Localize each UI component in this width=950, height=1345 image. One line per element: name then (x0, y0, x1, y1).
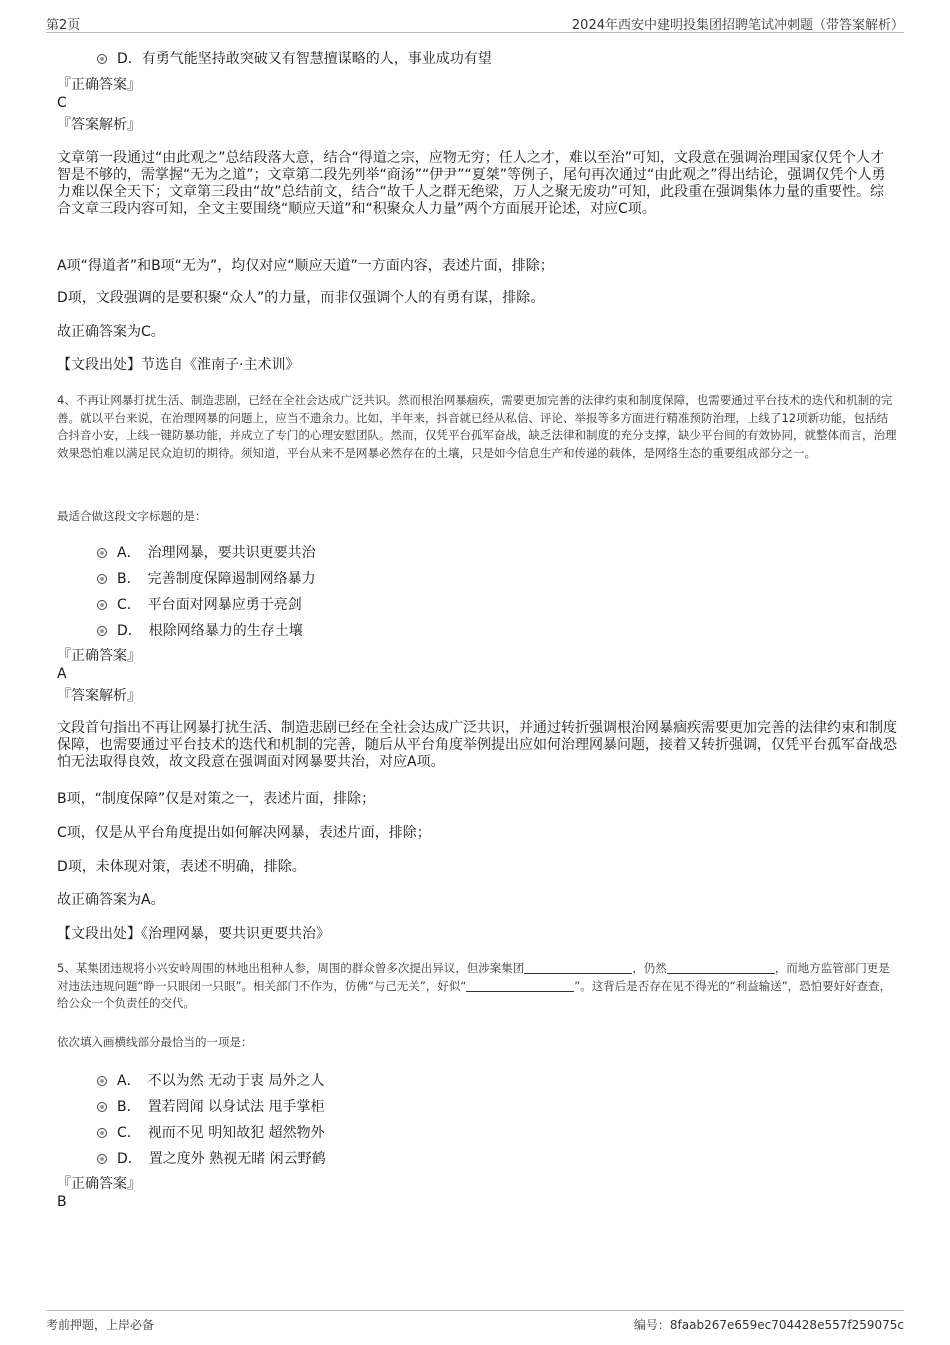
q4-analysis-paragraph: D项，未体现对策，表述不明确，排除。 (57, 859, 306, 875)
radio-icon[interactable] (97, 1154, 107, 1164)
q3-answer-label: 『正确答案』 (57, 77, 141, 93)
q3-answer: C (57, 95, 67, 111)
radio-icon[interactable] (97, 626, 107, 636)
fill-blank (466, 979, 574, 992)
document-title: 2024年西安中建明投集团招聘笔试冲刺题（带答案解析） (571, 18, 904, 33)
radio-icon[interactable] (97, 548, 107, 558)
document-code: 编号：8faab267e659ec704428e557f259075c (633, 1318, 904, 1332)
q4-analysis-label: 『答案解析』 (57, 688, 141, 704)
page-footer (46, 1310, 904, 1333)
q4-option-b[interactable]: B． 完善制度保障遏制网络暴力 (97, 568, 316, 588)
q5-option-a[interactable]: A． 不以为然 无动于衷 局外之人 (97, 1070, 324, 1090)
q4-answer: A (57, 666, 67, 682)
q4-option-a[interactable]: A． 治理网暴，要共识更要共治 (97, 542, 316, 562)
q3-analysis-paragraph: D项，文段强调的是要积聚“众人”的力量，而非仅强调个人的有勇有谋，排除。 (57, 290, 545, 306)
q5-option-c[interactable]: C． 视而不见 明知故犯 超然物外 (97, 1122, 325, 1142)
q3-analysis-label: 『答案解析』 (57, 117, 141, 133)
radio-icon[interactable] (97, 1102, 107, 1112)
q5-answer-label: 『正确答案』 (57, 1176, 141, 1192)
fill-blank (524, 961, 632, 974)
q4-analysis-paragraph: 文段首句指出不再让网暴打扰生活、制造悲剧已经在全社会达成广泛共识，并通过转折强调根治网暴痼疾需要更加完善的法律约束和制度保障，也需要通过平台技术的迭代和机制的完善，随后从平台角度举例提出应如何治理网暴问题，接着又转折强调，仅凭平台孤军奋战恐怕无法取得良效，故文段意在强调面对网暴要共治，对应A项。 (57, 720, 897, 770)
fill-blank (667, 961, 775, 974)
q4-source: 【文段出处】《治理网暴，要共识更要共治》 (57, 926, 330, 942)
q5-option-b[interactable]: B． 置若罔闻 以身试法 甩手掌柜 (97, 1096, 325, 1116)
q3-analysis-paragraph: 故正确答案为C。 (57, 324, 165, 340)
q4-option-d[interactable]: D． 根除网络暴力的生存土壤 (97, 620, 303, 640)
radio-icon[interactable] (97, 54, 107, 64)
q5-answer: B (57, 1194, 67, 1210)
page-number: 第2页 (46, 18, 81, 33)
q3-option-d[interactable]: D．有勇气能坚持敢突破又有智慧擅谋略的人，事业成功有望 (97, 48, 492, 68)
q5-option-d[interactable]: D． 置之度外 熟视无睹 闲云野鹤 (97, 1148, 326, 1168)
radio-icon[interactable] (97, 600, 107, 610)
q4-analysis-paragraph: C项，仅是从平台角度提出如何解决网暴，表述片面，排除； (57, 825, 431, 841)
radio-icon[interactable] (97, 1128, 107, 1138)
q4-stem: 4、不再让网暴打扰生活、制造悲剧，已经在全社会达成广泛共识。然而根治网暴痼疾，需要更加完善的法律约束和制度保障，也需要通过平台技术的迭代和机制的完善。就以平台来说，在治理网暴的问题上，应当不遗余力。比如，半年来，抖音就已经从私信、评论、举报等多方面进行精准预防治理，上线了12项新功能，包括结合抖音小安，上线一键防暴功能，并成立了专门的心理安慰团队。然而，仅凭平台孤军奋战，缺乏法律和制度的充分支撑，缺少平台间的有效协同，就整体而言，治理效果恐怕难以满足民众迫切的期待。须知道，平台从来不是网暴必然存在的土壤，只是如今信息生产和传递的载体，是网络生态的重要组成部分之一。 (57, 393, 897, 460)
q3-source: 【文段出处】节选自《淮南子·主术训》 (57, 357, 300, 373)
q5-stem: 5、某集团违规将小兴安岭周围的林地出租种人参，周围的群众曾多次提出异议，但涉案集团 ，仍然 ，而地方监管部门更是对违法违规问题“睁一只眼闭一只眼”。相关部门不作为，仿佛“与己无关”，好似“ ”。这背后是否存在见不得光的“利益输送”，恐怕要好好查查，给公众一个负责任的交代。 (57, 961, 892, 1010)
radio-icon[interactable] (97, 574, 107, 584)
q5-question: 依次填入画横线部分最恰当的一项是： (57, 1035, 253, 1049)
q3-analysis-paragraph: A项“得道者”和B项“无为”，均仅对应“顺应天道”一方面内容，表述片面，排除； (57, 258, 554, 274)
q4-question: 最适合做这段文字标题的是： (57, 509, 207, 523)
q4-analysis-paragraph: B项，“制度保障”仅是对策之一，表述片面，排除； (57, 791, 376, 807)
footer-slogan: 考前押题，上岸必备 (46, 1318, 155, 1332)
q3-analysis-paragraph: 文章第一段通过“由此观之”总结段落大意，结合“得道之宗，应物无穷；任人之才，难以至治”可知，文段意在强调治理国家仅凭个人才智是不够的，需掌握“无为之道”；文章第二段先列举“商汤”“伊尹”“夏桀”等例子，尾句再次通过“由此观之”得出结论，强调仅凭个人勇力难以保全天下；文章第三段由“故”总结前文，结合“故千人之群无绝梁，万人之聚无废功”可知，此段重在强调集体力量的重要性。综合文章三段内容可知，全文主要围绕“顺应天道”和“积聚众人力量”两个方面展开论述，对应C项。 (57, 150, 886, 217)
q4-option-c[interactable]: C． 平台面对网暴应勇于亮剑 (97, 594, 302, 614)
page-header (46, 12, 904, 33)
radio-icon[interactable] (97, 1076, 107, 1086)
q4-answer-label: 『正确答案』 (57, 648, 141, 664)
q4-analysis-paragraph: 故正确答案为A。 (57, 892, 165, 908)
